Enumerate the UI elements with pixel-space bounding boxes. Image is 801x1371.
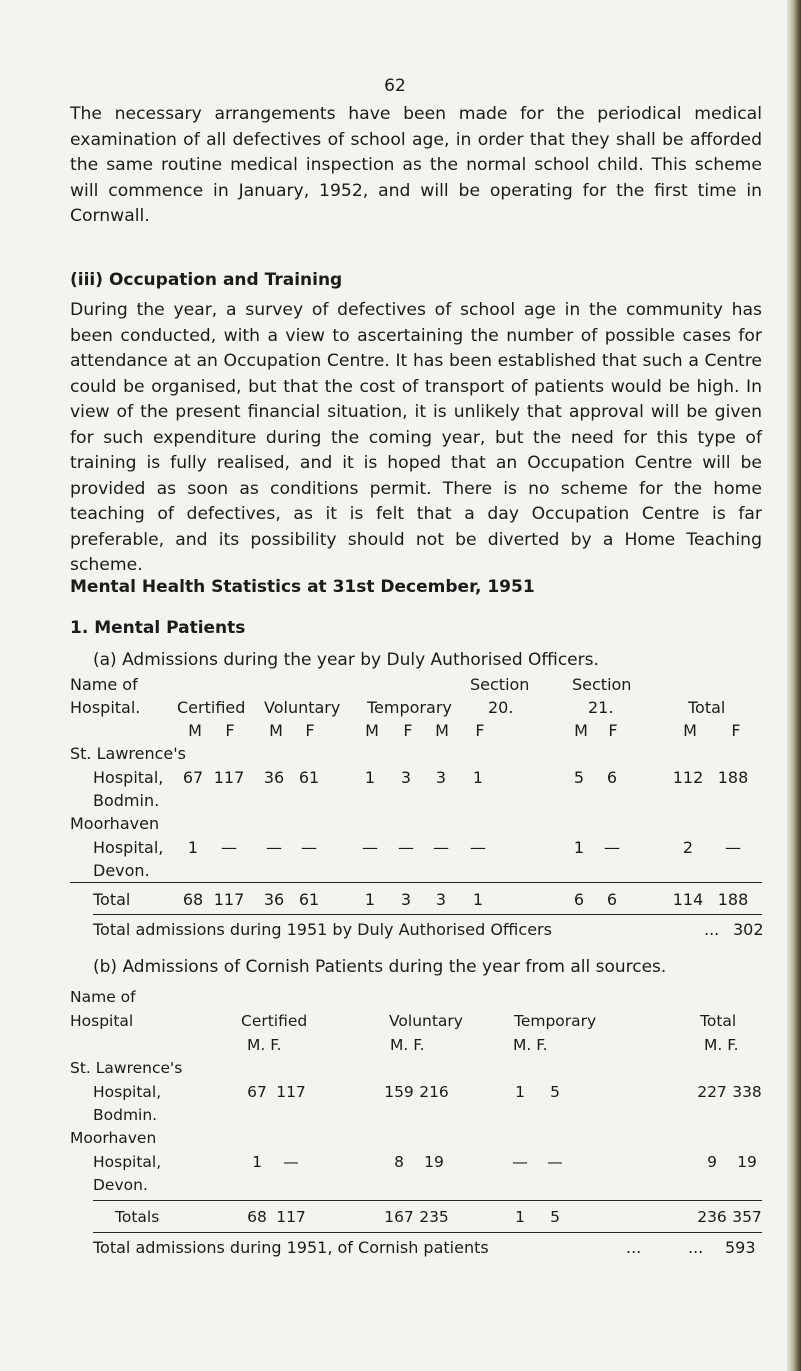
table-b-totals-cell: 167	[384, 1208, 414, 1226]
table-a-row2-name-line1: Moorhaven	[70, 814, 160, 833]
table-a-voluntary-header: Voluntary	[264, 698, 341, 717]
table-b-totals-underline	[93, 1232, 762, 1233]
table-b-summary-value: 593	[725, 1238, 756, 1257]
table-a-row2-cell: —	[362, 838, 378, 857]
table-a-section-21-header: Section	[572, 675, 632, 694]
table-b-totals-cell: 357	[732, 1208, 762, 1226]
table-b-summary-text: Total admissions during 1951, of Cornish patients	[93, 1238, 489, 1257]
table-b-row2-cell: 9	[707, 1153, 717, 1171]
table-a-total-cell: 1	[364, 890, 376, 909]
table-a-row2-cell: 1	[187, 838, 199, 857]
table-b-row1-cell: 227	[697, 1083, 727, 1101]
table-a-certified-header: Certified	[177, 698, 246, 717]
table-b-summary-dots: ...	[688, 1238, 704, 1257]
table-a-name-of: Name of	[70, 675, 138, 694]
table-b-caption: (b) Admissions of Cornish Patients during the year from all sources.	[93, 957, 667, 977]
table-a-total-cell: 114	[672, 890, 704, 909]
table-a-f-label: F	[608, 721, 618, 740]
table-a-row1-cell: 3	[400, 768, 412, 787]
table-b-row2-cell: —	[283, 1153, 299, 1171]
table-a-total-cell: 6	[573, 890, 585, 909]
table-a-row2-cell: —	[725, 838, 741, 857]
table-a-total-underline	[93, 914, 762, 915]
table-b-row2-cell: —	[547, 1153, 563, 1171]
table-a-row1-cell: 112	[672, 768, 704, 787]
table-a-row1-cell: 3	[435, 768, 447, 787]
table-a-f-label: F	[731, 721, 741, 740]
mental-patients-heading: 1. Mental Patients	[70, 618, 246, 638]
table-b-totals-cell: 117	[276, 1208, 306, 1226]
table-b-voluntary-mf: M. F.	[390, 1036, 425, 1054]
table-a-summary-text: Total admissions during 1951 by Duly Authorised Officers	[93, 920, 552, 939]
table-a-total-cell: 188	[717, 890, 749, 909]
table-a-total-cell: 117	[213, 890, 245, 909]
table-a-total-cell: 1	[472, 890, 484, 909]
table-a-f-label: F	[305, 721, 315, 740]
table-b-divider	[93, 1200, 762, 1201]
table-b-row2-cell: 1	[252, 1153, 262, 1171]
table-b-name-of: Name of	[70, 988, 136, 1006]
table-b-certified-header: Certified	[241, 1012, 308, 1030]
table-a-m-label: M	[683, 721, 697, 740]
table-b-row1-name-line2: Hospital,	[93, 1083, 162, 1101]
table-b-voluntary-header: Voluntary	[389, 1012, 463, 1030]
table-a-f-label: F	[225, 721, 235, 740]
table-b-row2-name-line2: Hospital,	[93, 1153, 162, 1171]
table-b-row2-name-line3: Devon.	[93, 1176, 148, 1194]
table-b-row1-cell: 67	[247, 1083, 267, 1101]
occupation-paragraph: During the year, a survey of defectives of school age in the community has been conducted, with a view to ascertaining the number of possible cases for attendance at an Occupation Centre. It has been established that such a Centre could be organised, but that the cost of transport of patients would be high. In view of the present financial situation, it is unlikely that approval will be given for such expenditure during the coming year, but the need for this type of training is fully realised, and it is hoped that an Occupation Centre will be provided as soon as conditions permit. There is no scheme for the home teaching of defectives, as it is felt that a day Occupation Centre is far preferable, and its possibility should not be diverted by a Home Teaching scheme.	[70, 300, 762, 575]
table-b-summary-dots: ...	[626, 1238, 642, 1257]
table-a-20-header: 20.	[488, 698, 514, 717]
table-a-row2-cell: —	[604, 838, 620, 857]
table-b-row1-cell: 159	[384, 1083, 414, 1101]
table-a-row1-cell: 36	[263, 768, 285, 787]
table-b-total-header: Total	[700, 1012, 737, 1030]
table-a-row1-cell: 1	[364, 768, 376, 787]
table-a-row1-name-line3: Bodmin.	[93, 791, 160, 810]
table-b-row1-name-line1: St. Lawrence's	[70, 1059, 183, 1077]
table-b-row1-cell: 117	[276, 1083, 306, 1101]
table-a-total-cell: 68	[182, 890, 204, 909]
table-b-temporary-mf: M. F.	[513, 1036, 548, 1054]
table-b-row2-cell: 8	[394, 1153, 404, 1171]
table-b-totals-cell: 5	[550, 1208, 560, 1226]
table-a-row2-cell: —	[433, 838, 449, 857]
table-b-total-mf: M. F.	[704, 1036, 739, 1054]
table-a-summary-value: 302	[733, 920, 764, 939]
table-a-row2-name-line2: Hospital,	[93, 838, 164, 857]
table-a-m-label: M	[269, 721, 283, 740]
table-a-f-label: F	[475, 721, 485, 740]
table-a-row2-cell: —	[221, 838, 237, 857]
table-a-row2-cell: 1	[573, 838, 585, 857]
table-a-row1-cell: 5	[573, 768, 585, 787]
table-a-divider	[70, 882, 762, 883]
table-a-m-label: M	[435, 721, 449, 740]
table-a-total-cell: 6	[606, 890, 618, 909]
table-a-row1-name-line2: Hospital,	[93, 768, 164, 787]
table-b-totals-cell: 236	[697, 1208, 727, 1226]
table-a-caption: (a) Admissions during the year by Duly Authorised Officers.	[93, 650, 599, 670]
table-a-m-label: M	[188, 721, 202, 740]
table-a-row2-cell: —	[398, 838, 414, 857]
table-a-row2-cell: 2	[682, 838, 694, 857]
table-b-totals-cell: 68	[247, 1208, 267, 1226]
table-a-total-cell: 61	[298, 890, 320, 909]
table-b-row1-cell: 216	[419, 1083, 449, 1101]
table-a-row2-cell: —	[301, 838, 317, 857]
table-a-row1-name-line1: St. Lawrence's	[70, 744, 186, 763]
table-a-21-header: 21.	[588, 698, 614, 717]
section-heading-occupation: (iii) Occupation and Training	[70, 270, 343, 290]
statistics-heading: Mental Health Statistics at 31st December, 1951	[70, 577, 535, 597]
table-a-row1-cell: 6	[606, 768, 618, 787]
table-b-row2-cell: 19	[737, 1153, 757, 1171]
table-a-row1-cell: 188	[717, 768, 749, 787]
table-a-temporary-header: Temporary	[367, 698, 452, 717]
table-a-summary-dots: ...	[704, 920, 720, 939]
table-b-row2-name-line1: Moorhaven	[70, 1129, 157, 1147]
page-number: 62	[384, 76, 406, 96]
table-b-row1-name-line3: Bodmin.	[93, 1106, 158, 1124]
table-b-totals-cell: 235	[419, 1208, 449, 1226]
table-a-row2-cell: —	[266, 838, 282, 857]
table-b-row2-cell: —	[512, 1153, 528, 1171]
table-b-row2-cell: 19	[424, 1153, 444, 1171]
table-a-m-label: M	[574, 721, 588, 740]
table-b-row1-cell: 5	[550, 1083, 560, 1101]
table-a-row2-cell: —	[470, 838, 486, 857]
table-b-temporary-header: Temporary	[514, 1012, 597, 1030]
table-a-total-header: Total	[688, 698, 726, 717]
table-a-row2-name-line3: Devon.	[93, 861, 150, 880]
table-a-total-cell: 3	[400, 890, 412, 909]
table-b-totals-label: Totals	[115, 1208, 160, 1226]
table-a-row1-cell: 67	[182, 768, 204, 787]
table-a-m-label: M	[365, 721, 379, 740]
scanned-page-edge	[787, 0, 801, 1371]
table-a-row1-cell: 61	[298, 768, 320, 787]
intro-paragraph: The necessary arrangements have been made for the periodical medical examination of all defectives of school age, in order that they shall be afforded the same routine medical inspection as the normal school child. This scheme will commence in January, 1952, and will be operating for the first time in Cornwall.	[70, 104, 762, 226]
table-a-row1-cell: 117	[213, 768, 245, 787]
table-b-hospital-label: Hospital	[70, 1012, 134, 1030]
table-a-f-label: F	[403, 721, 413, 740]
table-b-row1-cell: 1	[515, 1083, 525, 1101]
table-a-total-cell: 3	[435, 890, 447, 909]
table-a-total-cell: 36	[263, 890, 285, 909]
table-b-row1-cell: 338	[732, 1083, 762, 1101]
table-a-total-label: Total	[93, 890, 131, 909]
table-b-certified-mf: M. F.	[247, 1036, 282, 1054]
table-a-row1-cell: 1	[472, 768, 484, 787]
table-b-totals-cell: 1	[515, 1208, 525, 1226]
table-a-hospital-label: Hospital.	[70, 698, 141, 717]
table-a-section-20-header: Section	[470, 675, 530, 694]
